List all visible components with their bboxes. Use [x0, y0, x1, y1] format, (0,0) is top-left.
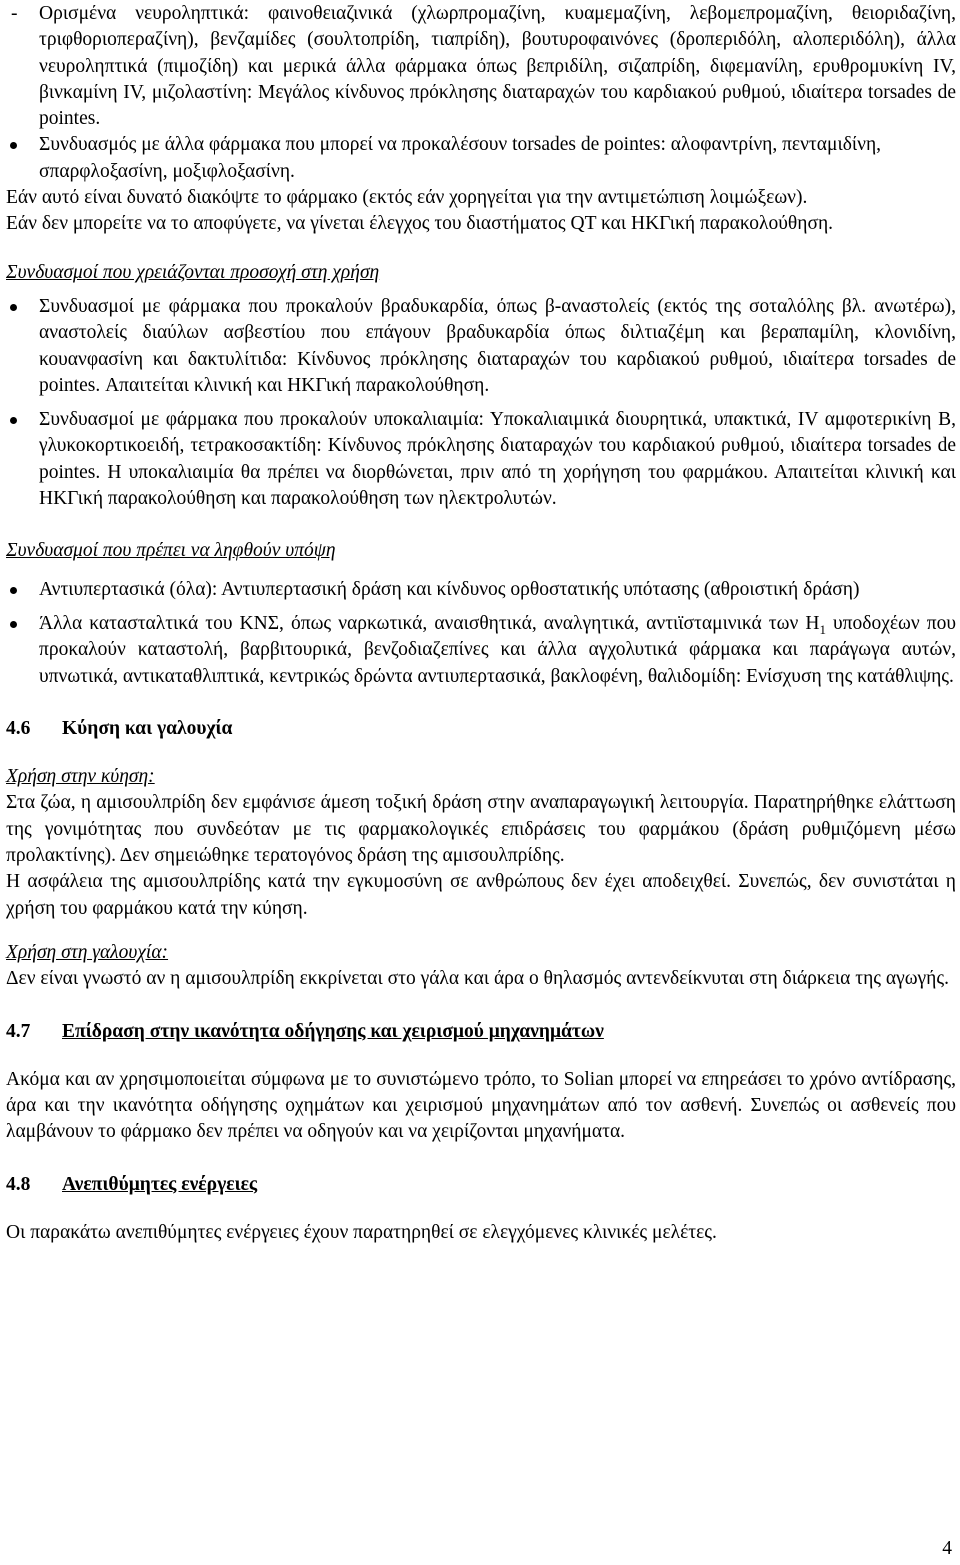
page-number: 4 [942, 1538, 952, 1559]
section-title: Ανεπιθύμητες ενέργειες [62, 1173, 258, 1195]
section-number: 4.6 [6, 717, 31, 739]
list-item-text: Συνδυασμοί με φάρμακα που προκαλούν υποκαλιαιμία: Υποκαλιαιμικά διουρητικά, υπακτικά, IV αμφοτερικίνη Β, γλυκοκορτικοειδή, τετρακοσακτίδη: Κίνδυνος πρόκλησης διαταραχών του καρδιακού ρυθμού, ιδιαίτερα torsades de pointes. Η υποκαλιαιμία θα πρέπει να διορθώνεται, πριν από τη χορήγηση του φαρμάκου. Απαιτείται κλινική και ΗΚΓική παρακολούθηση και παρακολούθηση των ηλεκτρολυτών. [39, 409, 956, 510]
lactation-label: Χρήση στη γαλουχία: [6, 941, 169, 963]
bullet-icon [10, 417, 17, 424]
lactation-paragraph: Δεν είναι γνωστό αν η αμισουλπρίδη εκκρίνεται στο γάλα και άρα ο θηλασμός αντενδείκνυται στη διάρκεια της αγωγής. [6, 968, 949, 990]
list-item [6, 577, 956, 603]
subscript: 1 [819, 621, 826, 637]
document-page [6, 0, 956, 1246]
list-item [6, 132, 956, 185]
section-number: 4.7 [6, 1020, 31, 1042]
section-title: Επίδραση στην ικανότητα οδήγησης και χειρισμού μηχανημάτων [62, 1020, 604, 1042]
section-heading-4-6 [6, 716, 956, 742]
caution-list [6, 294, 956, 512]
list-item [6, 294, 956, 399]
pregnancy-label: Χρήση στην κύηση: [6, 766, 155, 788]
torsades-bullet-list [6, 132, 956, 185]
bullet-icon [10, 142, 17, 149]
list-item-text: Συνδυασμοί με φάρμακα που προκαλούν βραδυκαρδία, όπως β-αναστολείς (εκτός της σοταλόλης βλ. ανωτέρω), αναστολείς διαύλων ασβεστίου που επάγουν βραδυκαρδία όπως διλτιαζέμη και βεραπαμίλη, κλονιδίνη, κουανφασίνη και δακτυλίτιδα: Κίνδυνος πρόκλησης διαταραχών του καρδιακού ρυθμού, ιδιαίτερα torsades de pointes. Απαιτείται κλινική και ΗΚΓική παρακολούθηση. [39, 295, 956, 396]
list-item-text-end: υποδοχέων που προκαλούν καταστολή, βαρβιτουρικά, βενζοδιαζεπίνες και άλλα αγχολυτικά φάρμακα και παράγωγα αυτών, υπνωτικά, αντικαταθλιπτικά, κεντρικώς δρώντα αντιυπερτασικά, βακλοφένη, θαλιδομίδη: Ενίσχυση της κατάθλιψης. [39, 612, 957, 687]
list-item [6, 407, 956, 512]
section-heading-4-8 [6, 1172, 956, 1198]
list-item-text-start: Άλλα κατασταλτικά του ΚΝΣ, όπως ναρκωτικά, αναισθητικά, αναλγητικά, αντιϊσταμινικά των Η [39, 612, 820, 634]
list-item [6, 611, 956, 690]
advice-paragraph: Εάν αυτό είναι δυνατό διακόψτε το φάρμακο (εκτός εάν χορηγείται για την αντιμετώπιση λοιμώξεων). [6, 187, 808, 209]
neuroleptics-text: Ορισμένα νευροληπτικά: φαινοθειαζινικά (χλωρπρομαζίνη, κυαμεμαζίνη, λεβομεπρομαζίνη, θειοριδαζίνη, τριφθοριοπεραζίνη), βενζαμίδες (σουλτοπρίδη, τιαπρίδη), βουτυροφαινόνες (δροπεριδόλη, αλοπεριδόλη), άλλα νευροληπτικά (πιμοζίδη) και μερικά άλλα φάρμακα όπως βεπριδίλη, σιζαπρίδη, διφεμανίλη, ερυθρομυκίνη IV, βινκαμίνη IV, μιζολαστίνη: Μεγάλος κίνδυνος πρόκλησης διαταραχών του καρδιακού ρυθμού, ιδιαίτερα torsades de pointes. [39, 3, 956, 130]
bullet-icon [10, 587, 17, 594]
adverse-effects-paragraph: Οι παρακάτω ανεπιθύμητες ενέργειες έχουν παρατηρηθεί σε ελεγχόμενες κλινικές μελέτες. [6, 1221, 717, 1243]
list-item-text: Συνδυασμός με άλλα φάρμακα που μπορεί να προκαλέσουν torsades de pointes: αλοφαντρίνη, πενταμιδίνη, σπαρφλοξασίνη, μοξιφλοξασίνη. [39, 134, 882, 182]
caution-section-title: Συνδυασμοί που χρειάζονται προσοχή στη χρήση [6, 261, 380, 283]
list-item-text: Αντιυπερτασικά (όλα): Αντιυπερτασική δράση και κίνδυνος ορθοστατικής υπότασης (αθροιστική δράση) [39, 578, 860, 600]
consider-list [6, 577, 956, 690]
advice-paragraph: Εάν δεν μπορείτε να το αποφύγετε, να γίνεται έλεγχος του διαστήματος QT και ΗΚΓική παρακολούθηση. [6, 213, 834, 235]
bullet-icon [10, 621, 17, 628]
consider-section-title: Συνδυασμοί που πρέπει να ληφθούν υπόψη [6, 540, 336, 562]
section-number: 4.8 [6, 1173, 31, 1195]
pregnancy-paragraph: Στα ζώα, η αμισουλπρίδη δεν εμφάνισε άμεση τοξική δράση στην αναπαραγωγική λειτουργία. Παρατηρήθηκε ελάττωση της γονιμότητας που συνδεόταν με τις φαρμακολογικές επιδράσεις του φαρμάκου (δράση ρυθμιζόμενη μέσω προλακτίνης). Δεν σημειώθηκε τερατογόνος δράση της αμισουλπρίδης. [6, 792, 956, 867]
section-title: Κύηση και γαλουχία [62, 717, 233, 739]
section-heading-4-7 [6, 1019, 956, 1045]
dash-marker: - [11, 3, 18, 24]
bullet-icon [10, 304, 17, 311]
driving-paragraph: Ακόμα και αν χρησιμοποιείται σύμφωνα με το συνιστώμενο τρόπο, το Solian μπορεί να επηρεάσει το χρόνο αντίδρασης, άρα και την ικανότητα οδήγησης οχημάτων και χειρισμού μηχανημάτων από τον ασθενή. Συνεπώς οι ασθενείς που λαμβάνουν το φάρμακο δεν πρέπει να οδηγούν και να χειρίζονται μηχανήματα. [6, 1068, 956, 1143]
neuroleptics-list-item [6, 1, 956, 132]
pregnancy-paragraph: Η ασφάλεια της αμισουλπρίδης κατά την εγκυμοσύνη σε ανθρώπους δεν έχει αποδειχθεί. Συνεπώς, δεν συνιστάται η χρήση του φαρμάκου κατά την κύηση. [6, 871, 956, 919]
